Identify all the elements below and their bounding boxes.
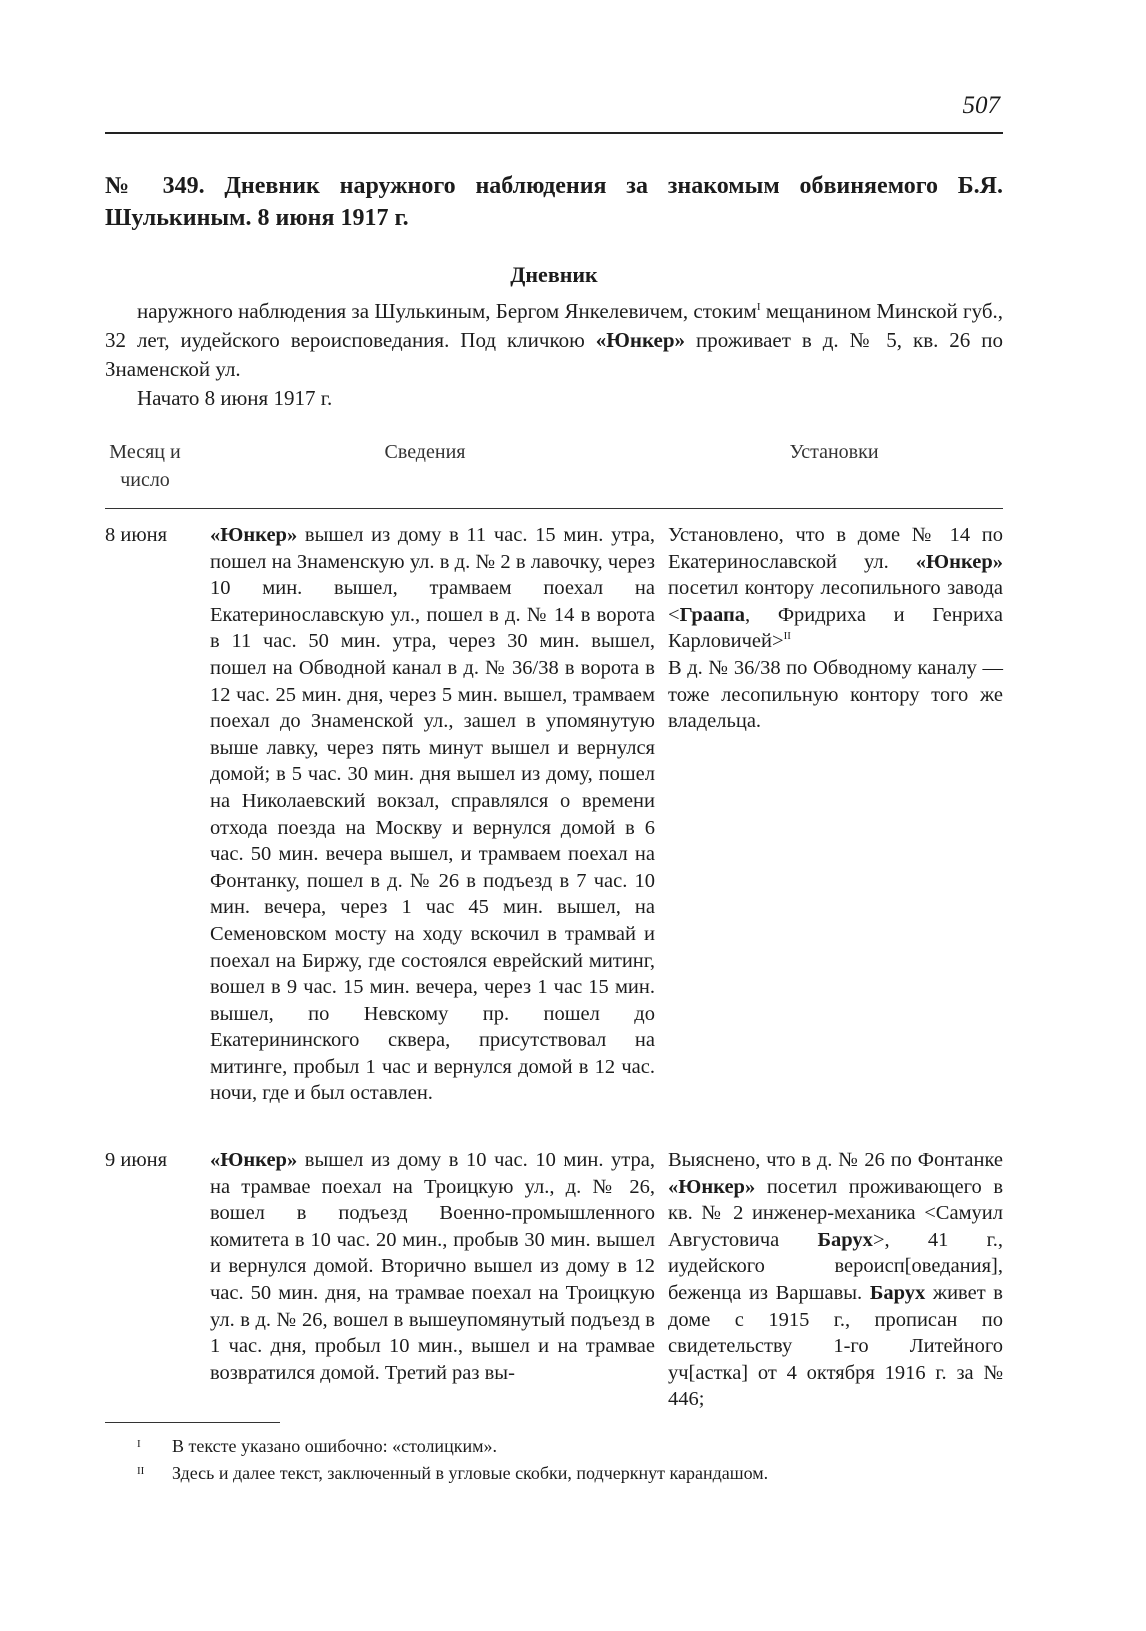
alias-name: «Юнкер» [210, 524, 298, 546]
diary-heading: Дневник [510, 262, 598, 287]
findings-text: живет в доме с 1915 г., прописан по свидетельству 1-го Литейного уч[астка] от 4 октября 1916 г. за № 446; [668, 1281, 1003, 1411]
findings-paragraph: В д. № 36/38 по Обводному каналу — тоже лесопильную контору того же владельца. [668, 656, 1003, 733]
document-title: № 349. Дневник наружного наблюдения за знакомым обвиняемого Б.Я. Шулькиным. 8 июня 1917 г. [105, 173, 1003, 231]
findings-text: Установлено, что в доме № 14 по Екатеринославской ул. [668, 524, 1003, 573]
header-rule [105, 132, 1003, 134]
page-number: 507 [962, 92, 1000, 119]
entry-info [210, 522, 655, 1107]
start-date: Начато 8 июня 1917 г. [137, 386, 333, 410]
findings-paragraph [668, 522, 1003, 655]
footnote-text: В тексте указано ошибочно: «столицким». [172, 1436, 497, 1456]
footnote-rule [105, 1422, 280, 1423]
findings-text: >, 41 г., иудейского вероисп[оведания], беженца из Варшавы. [668, 1228, 1003, 1304]
column-header-date: Месяц и число [109, 441, 181, 491]
footnote-mark: II [137, 1465, 145, 1477]
footnote-text: Здесь и далее текст, заключенный в угловые скобки, подчеркнут карандашом. [172, 1463, 769, 1483]
footnote-mark: I [137, 1438, 141, 1450]
footnote-ref[interactable]: II [783, 630, 791, 643]
person-name: Граапа [679, 603, 746, 626]
alias-name: «Юнкер» [210, 1149, 298, 1171]
entry-date: 8 июня [105, 524, 168, 546]
person-name: Барух [869, 1281, 926, 1304]
alias-name: «Юнкер» [595, 328, 686, 352]
column-header-info: Сведения [384, 441, 466, 463]
findings-text: Выяснено, что в д. № 26 по Фонтанке [668, 1149, 1003, 1171]
intro-text: мещанином Минской губ., 32 лет, иудейского вероисповедания. Под кличкою [105, 299, 1004, 352]
alias-name: «Юнкер» [668, 1175, 756, 1198]
info-text: вышел из дому в 11 час. 15 мин. утра, пошел на Знаменскую ул. в д. № 2 в лавочку, через 10 мин. вышел, трамваем поехал на Екатеринославскую ул., пошел в д. № 14 в ворота в 11 час. 50 мин. утра, через 30 мин. вышел, пошел на Обводной канал в д. № 36/38 в ворота в 12 час. 25 мин. дня, через 5 мин. вышел, трамваем поехал до Знаменской ул., зашел в упомянутую выше лавку, через пять минут вышел и вернулся домой; в 5 час. 30 мин. дня вышел из дому, пошел на Николаевский вокзал, справлялся о времени отхода поезда на Москву и вернулся домой в 6 час. 50 мин. вечера вышел, и трамваем поехал на Фонтанку, пошел в д. № 26 в подъезд в 7 час. 10 мин. вечера, через 1 час 45 мин. вышел, на Семеновском мосту на ходу вскочил в трамвай и поехал на Биржу, где состоялся еврейский митинг, вошел в 9 час. 15 мин. вечера, через 1 час 15 мин. вышел, по Невскому пр. пошел до Екатерининского сквера, присутствовал на митинге, пробыл 1 час и вернулся домой в 12 час. ночи, где и был оставлен. [210, 524, 655, 1105]
info-text: вышел из дому в 10 час. 10 мин. утра, на трамвае поехал на Троицкую ул., д. № 26, вошел в подъезд Военно-промышленного комитета в 10 час. 20 мин., пробыв 30 мин. вышел и вернулся домой. Вторично вышел из дому в 12 час. 50 мин. дня, на трамвае поехал на Троицкую ул. в д. № 26, вошел в вышеупомянутый подъезд в 1 час. дня, пробыл 10 мин., вышел и на трамвае возвратился домой. Третий раз вы- [210, 1149, 655, 1384]
findings-text: посетил контору лесопильного завода < [668, 577, 1003, 626]
intro-paragraph [105, 297, 1003, 384]
footnote-ref[interactable]: I [756, 301, 761, 313]
entry-findings [668, 1147, 1003, 1413]
findings-text: посетил проживающего в кв. № 2 инженер-механика <Самуил Августовича [668, 1175, 1003, 1251]
column-header-findings: Установки [789, 441, 879, 463]
table-rule [105, 508, 1003, 509]
entry-info [210, 1147, 655, 1386]
entry-date: 9 июня [105, 1149, 168, 1171]
intro-block [105, 297, 1003, 413]
alias-name: «Юнкер» [915, 550, 1003, 573]
entry-findings [668, 522, 1003, 735]
intro-text: наружного наблюдения за Шулькиным, Бергом Янкелевичем, стоким [137, 299, 757, 323]
findings-text: , Фридриха и Генриха Карловичей> [668, 603, 1003, 653]
intro-text: проживает в д. № 5, кв. 26 по Знаменской ул. [105, 328, 1003, 381]
person-name: Барух [817, 1228, 873, 1251]
